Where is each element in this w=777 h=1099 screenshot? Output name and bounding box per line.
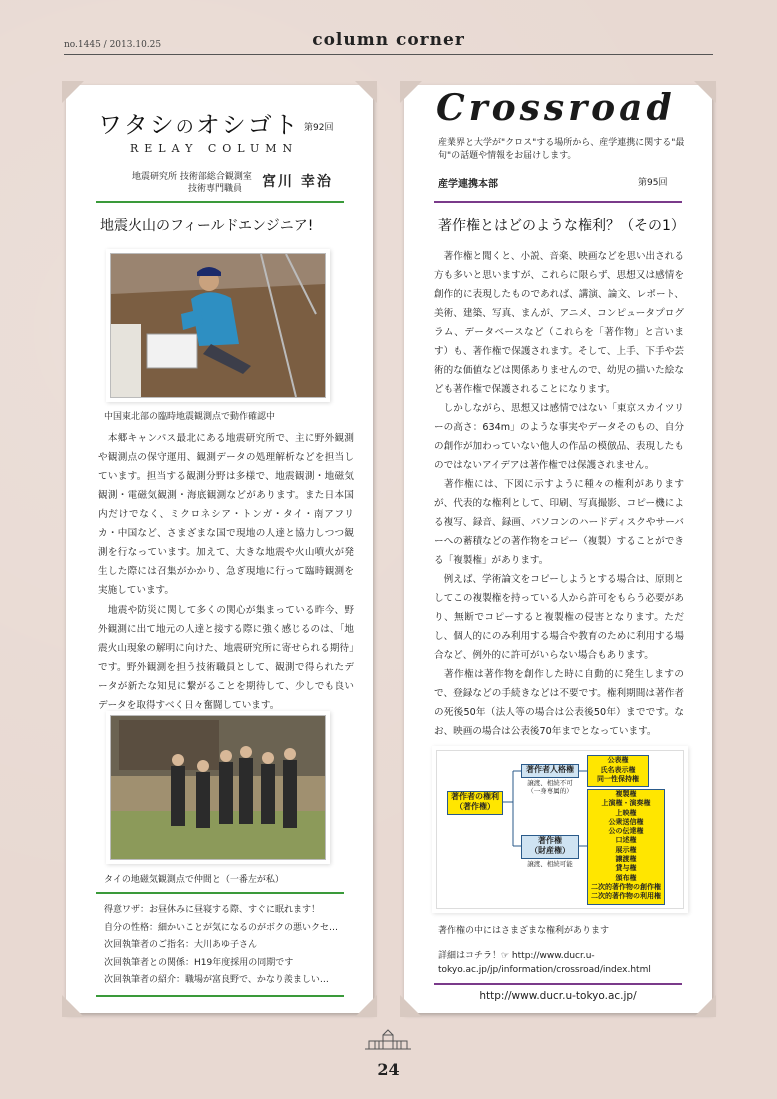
relay-column-label: RELAY COLUMN bbox=[130, 142, 299, 155]
author-position: 技術専門職員 bbox=[188, 184, 243, 194]
article-body-paragraph: しかしながら、思想又は感情ではない「東京スカイツリーの高さ：634m」のような事実やデータそのもの、自分の創作が加わっていない他人の作品の模倣品、表現したものではないアイデアは著作権では保護されません。 bbox=[434, 403, 684, 471]
profile-item: 次回執筆者の紹介：職場が富良野で、かなり羨ましい… bbox=[104, 975, 329, 986]
ducr-url-link[interactable]: http://www.ducr.u-tokyo.ac.jp/ bbox=[479, 990, 637, 1002]
purple-rule bbox=[434, 983, 682, 985]
green-rule bbox=[96, 892, 344, 894]
corner-fold bbox=[400, 81, 422, 103]
field-photo-illustration bbox=[111, 254, 325, 397]
article-body bbox=[434, 247, 684, 741]
diagram-moral-box: 著作者人格権 bbox=[521, 764, 579, 778]
photo-caption: 中国東北部の臨時地震観測点で動作確認中 bbox=[104, 412, 276, 422]
title-part: オシゴト bbox=[195, 111, 300, 139]
article-body-paragraph: 著作権は著作物を創作した時に自動的に発生しますので、登録などの手続きなどは不要です。権利期間は著作者の死後50年（法人等の場合は公表後50年）までです。なお、映画の場合は公表後70年までとなっています。 bbox=[434, 669, 684, 737]
author-name: 宮川 幸治 bbox=[262, 174, 333, 190]
issue-number: no.1445 / 2013.10.25 bbox=[64, 40, 162, 50]
profile-item: 次回執筆者のご指名：大川あゆ子さん bbox=[104, 940, 258, 951]
corner-fold bbox=[355, 995, 377, 1017]
profile-item: 自分の性格：細かいことが気になるのがボクの悪いクセ… bbox=[104, 922, 339, 933]
page-number: 24 bbox=[377, 1060, 400, 1079]
title-part: ワタシ bbox=[98, 111, 176, 139]
diagram-caption: 著作権の中にはさまざまな権利があります bbox=[438, 926, 610, 936]
field-photo-china bbox=[110, 253, 326, 398]
crossroad-issue: 第95回 bbox=[638, 178, 668, 188]
author-profile bbox=[104, 902, 354, 990]
column-issue: 第92回 bbox=[304, 123, 334, 133]
diagram-property-box: 著作権 （財産権） bbox=[521, 835, 579, 859]
corner-fold bbox=[694, 81, 716, 103]
diagram-moral-rights: 公表権 氏名表示権 同一性保持権 bbox=[587, 755, 649, 787]
green-rule bbox=[96, 995, 344, 997]
corner-fold bbox=[62, 995, 84, 1017]
header-rule bbox=[64, 54, 713, 55]
group-photo-thailand bbox=[110, 715, 326, 860]
article-heading: 著作権とはどのような権利？（その1） bbox=[438, 218, 685, 234]
profile-item: 得意ワザ：お昼休みに昼寝する際、すぐに眠れます！ bbox=[104, 905, 321, 915]
profile-item: 次回執筆者との関係：H19年度採用の同期です bbox=[104, 957, 294, 968]
green-rule bbox=[96, 201, 344, 203]
title-part: の bbox=[175, 117, 196, 138]
relay-column-panel bbox=[66, 85, 373, 1013]
department-name: 産学連携本部 bbox=[438, 179, 498, 190]
photo-caption: タイの地磁気観測点で仲間と（一番左が私） bbox=[104, 875, 284, 885]
diagram-property-rights: 複製権 上演権・演奏権 上映権 公衆送信権 公の伝達権 口述権 展示権 譲渡権 貸与権 頒布権 二次的著作物の創作権 二次的著作物の利用権 bbox=[587, 789, 665, 905]
diagram-property-note: 譲渡、相続可能 bbox=[527, 860, 573, 868]
diagram-moral-note: 譲渡、相続不可 （一身専属的） bbox=[527, 779, 573, 795]
building-emblem-icon bbox=[365, 1029, 411, 1051]
diagram-root-box: 著作者の権利 （著作権） bbox=[447, 791, 503, 815]
purple-rule bbox=[434, 201, 682, 203]
article-body-paragraph: 例えば、学術論文をコピーしようとする場合は、原則としてこの複製権を持っている人から許可をもらう必要があり、無断でコピーすると複製権の侵害となります。ただし、個人的にのみ利用する場合や教育のために利用する場合など、例外的に許可がいらない場合もあります。 bbox=[434, 574, 684, 661]
details-link[interactable]: 詳細はコチラ！☞ http://www.ducr.u-tokyo.ac.jp/jp/information/crossroad/index.html bbox=[438, 951, 651, 975]
corner-fold bbox=[355, 81, 377, 103]
article-body-paragraph: 著作権には、下図に示すように種々の権利がありますが、代表的な権利として、印刷、写真撮影、コピー機による複写、録音、録画、パソコンのハードディスクやサーバーへの蓄積などの著作物をコピー（複製）することができる「複製権」があります。 bbox=[434, 479, 684, 566]
crossroad-subtitle: 産業界と大学が"クロス"する場所から、産学連携に関する"最旬"の話題や情報をお届けします。 bbox=[438, 138, 685, 161]
article-body-paragraph: 地震や防災に関して多くの関心が集まっている昨今、野外観測に出て地元の人達と接する際に強く感じるのは、「地震火山現象の解明に向けた、地震研究所に寄せられる期待」です。野外観測を担う技術職員として、観測で得られたデータが新たな知見に繋がることを期待して、少しでも良いデータを取得すべく日々奮闘しています。 bbox=[98, 605, 354, 711]
article-heading: 地震火山のフィールドエンジニア! bbox=[100, 218, 314, 234]
article-body-paragraph: 本郷キャンパス最北にある地震研究所で、主に野外観測や観測点の保守運用、観測データの処理解析などを担当しています。担当する観測分野は多様で、地震観測・地磁気観測・電磁気観測・海底観測などがあります。また日本国内だけでなく、ミクロネシア・トンガ・タイ・南アフリカ・中国など、さまざまな国で現地の人達と協力しつつ観測を行なっています。加えて、大きな地震や火山噴火が発生した際には召集がかかり、急ぎ現地に行って臨時観測を実施しています。 bbox=[98, 433, 354, 596]
crossroad-panel bbox=[404, 85, 712, 1013]
column-title bbox=[98, 105, 300, 140]
copyright-diagram bbox=[436, 750, 684, 909]
crossroad-title: Crossroad bbox=[436, 87, 676, 129]
article-body-paragraph: 著作権と聞くと、小説、音楽、映画などを思い出される方も多いと思いますが、これらに限らず、思想又は感情を創作的に表現したものであれば、講演、論文、レポート、美術、建築、写真、まんが、アニメ、コンピュータプログラム、データベースなど（これらを「著作物」と言います）も、著作権で保護されます。そして、上手、下手や芸術的な価値などは関係ありませんので、幼児の描いた絵なども著作権で保護されることになります。 bbox=[434, 251, 684, 395]
group-photo-illustration bbox=[111, 716, 325, 859]
corner-fold bbox=[62, 81, 84, 103]
section-title: column corner bbox=[312, 30, 465, 50]
author-affiliation: 地震研究所 技術部総合観測室 bbox=[132, 172, 252, 182]
